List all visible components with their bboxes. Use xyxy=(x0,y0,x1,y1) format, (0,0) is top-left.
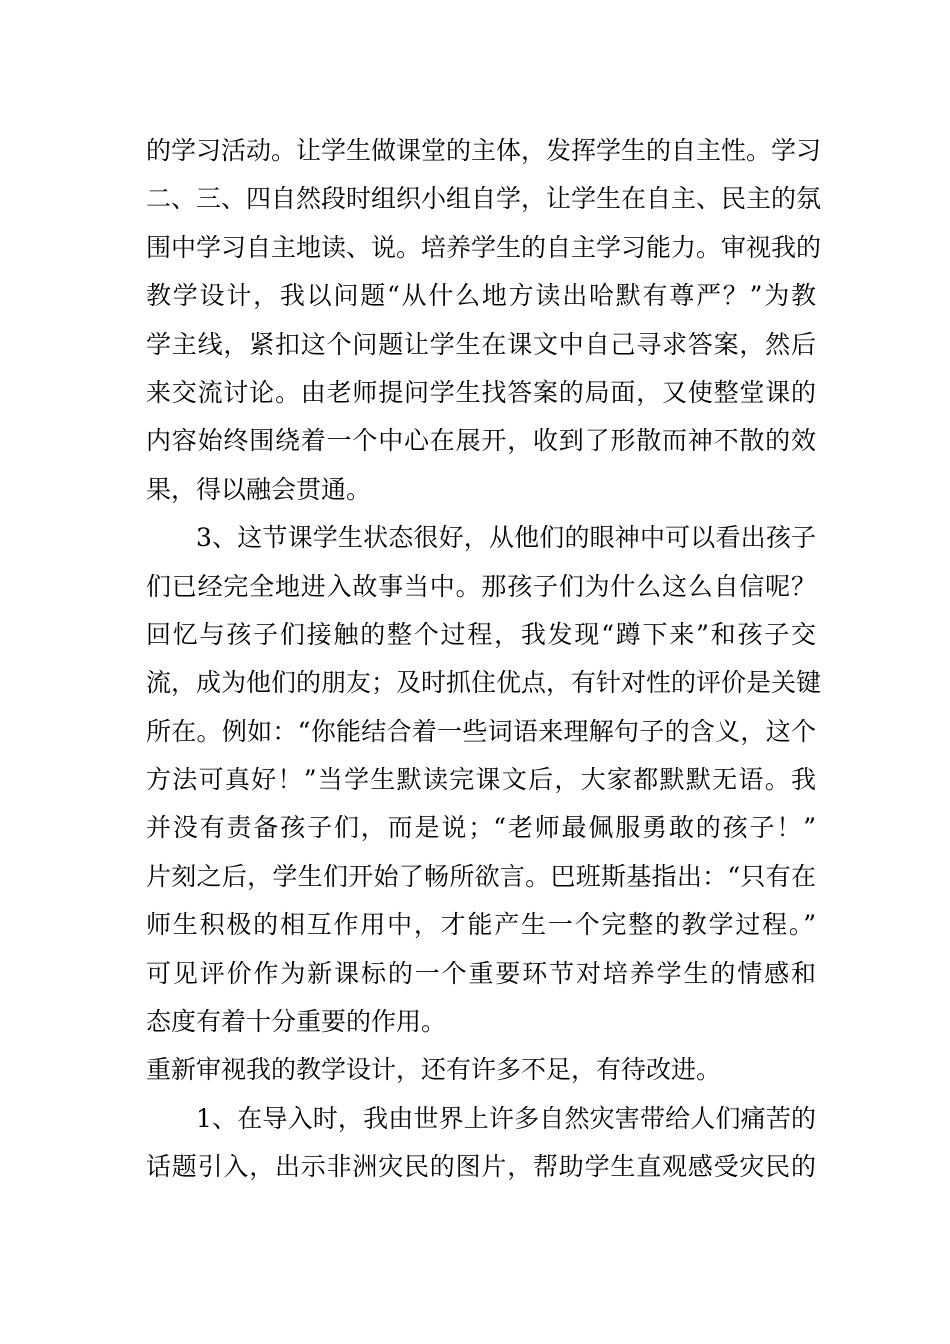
text-line: 所在。例如：“你能结合着一些词语来理解句子的含义，这个 xyxy=(146,716,816,746)
text-line: 片刻之后，学生们开始了畅所欲言。巴班斯基指出：“只有在 xyxy=(146,861,816,891)
text-line: 围中学习自主地读、说。培养学生的自主学习能力。审视我的 xyxy=(146,232,822,262)
document-body xyxy=(146,127,822,1192)
text-line: 们已经完全地进入故事当中。那孩子们为什么这么自信呢？ xyxy=(146,571,816,601)
paragraph-start-line: 3、这节课学生状态很好，从他们的眼神中可以看出孩子 xyxy=(196,523,816,553)
text-line: 的学习活动。让学生做课堂的主体，发挥学生的自主性。学习 xyxy=(146,136,822,165)
text-line: 流，成为他们的朋友；及时抓住优点，有针对性的评价是关键 xyxy=(146,668,822,698)
text-line: 内容始终围绕着一个中心在展开，收到了形散而神不散的效 xyxy=(146,426,816,456)
text-line: 并没有责备孩子们，而是说；“老师最佩服勇敢的孩子！” xyxy=(146,813,816,843)
text-line: 果，得以融会贯通。 xyxy=(146,474,372,504)
text-line: 可见评价作为新课标的一个重要环节对培养学生的情感和 xyxy=(146,958,816,988)
text-line: 话题引入，出示非洲灾民的图片，帮助学生直观感受灾民的 xyxy=(146,1152,816,1182)
paragraph-start-line: 1、在导入时，我由世界上许多自然灾害带给人们痛苦的 xyxy=(196,1103,816,1133)
text-line: 学主线，紧扣这个问题让学生在课文中自己寻求答案，然后 xyxy=(146,329,816,359)
text-line: 态度有着十分重要的作用。 xyxy=(146,1007,447,1037)
text-line: 回忆与孩子们接触的整个过程，我发现“蹲下来”和孩子交 xyxy=(146,619,816,649)
text-line: 师生积极的相互作用中，才能产生一个完整的教学过程。” xyxy=(146,910,816,940)
text-line: 二、三、四自然段时组织小组自学，让学生在自主、民主的氛 xyxy=(146,184,822,214)
text-line: 方法可真好！”当学生默读完课文后，大家都默默无语。我 xyxy=(146,765,816,795)
text-line: 重新审视我的教学设计，还有许多不足，有待改进。 xyxy=(146,1055,722,1085)
text-line: 来交流讨论。由老师提问学生找答案的局面，又使整堂课的 xyxy=(146,377,816,407)
text-line: 教学设计，我以问题“从什么地方读出哈默有尊严？”为教 xyxy=(146,281,816,311)
